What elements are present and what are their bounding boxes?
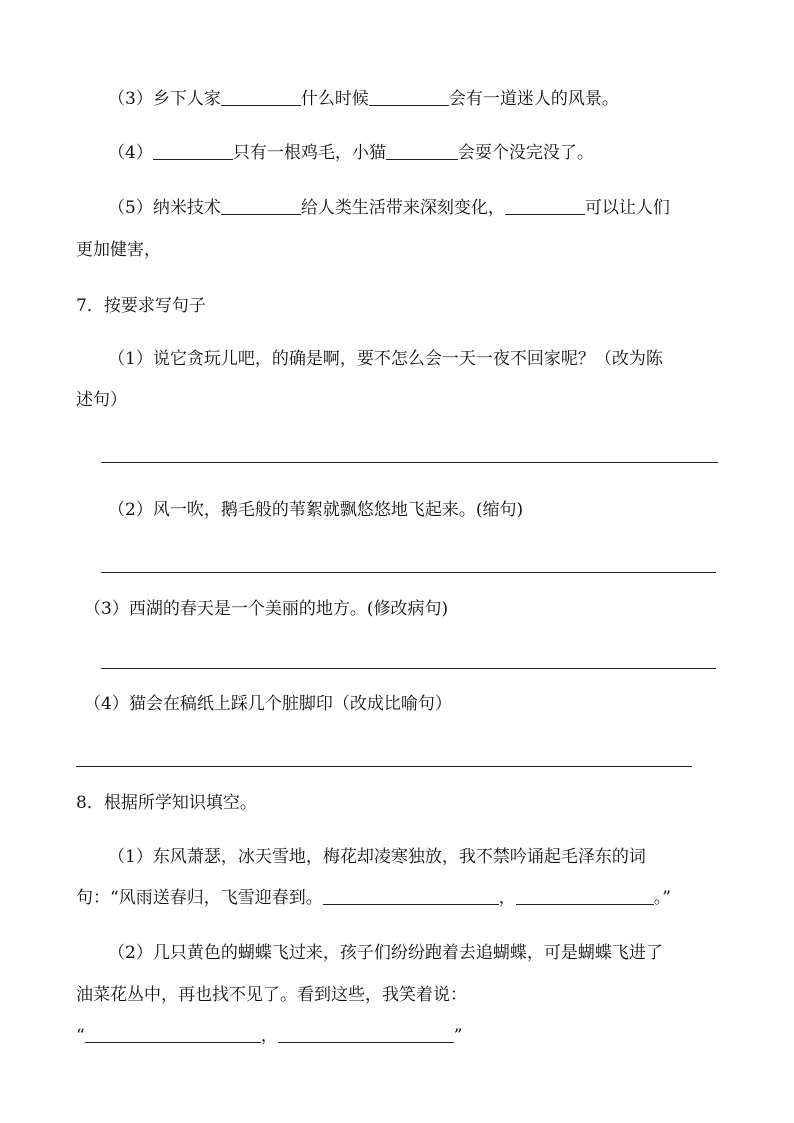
- q6-item5: [108, 196, 670, 220]
- q6-item3: [108, 87, 619, 111]
- q7-s1-line1: （1）说它贪玩儿吧，的确是啊，要不怎么会一天一夜不回家呢？（改为陈: [108, 349, 663, 369]
- q8-s1-line1: （1）东风萧瑟，冰天雪地，梅花却凌寒独放，我不禁吟诵起毛泽东的词: [108, 847, 646, 867]
- q6-item3-text-c: 会有一道迷人的风景。: [448, 89, 619, 109]
- q7-s3: （3）西湖的春天是一个美丽的地方。(修改病句): [84, 599, 449, 619]
- q6-item5-text-c: 可以让人们: [584, 198, 670, 218]
- q8-title: 8．根据所学知识填空。: [76, 793, 257, 813]
- q7-s2: （2）风一吹，鹅毛般的苇絮就飘悠悠地飞起来。(缩句): [108, 500, 524, 520]
- q7-s4: （4）猫会在稿纸上踩几个脏脚印（改成比喻句）: [84, 694, 452, 714]
- answer-blank[interactable]: [221, 197, 301, 215]
- q6-item4-text-c: 会耍个没完没了。: [457, 143, 594, 163]
- answer-blank[interactable]: [323, 887, 499, 905]
- q8-s1-text: 句：“风雨送春归，飞雪迎春到。: [76, 888, 323, 908]
- answer-line[interactable]: [101, 572, 716, 573]
- q6-item4-text-a: （4）: [108, 143, 153, 163]
- answer-blank[interactable]: [386, 142, 458, 160]
- q8-s1-end: 。”: [653, 888, 671, 908]
- q6-item5-text-b: 给人类生活带来深刻变化，: [300, 198, 505, 218]
- q8-s1-comma: ，: [498, 888, 516, 908]
- q6-item5-continuation: 更加健害，: [76, 240, 161, 260]
- answer-blank[interactable]: [153, 142, 233, 160]
- answer-blank[interactable]: [516, 887, 654, 905]
- answer-blank[interactable]: [85, 1025, 261, 1043]
- q8-s1-line2: [76, 886, 671, 910]
- q8-s2-comma: ，: [260, 1026, 278, 1046]
- q6-item3-text-b: 什么时候: [300, 89, 369, 109]
- q8-s2-open-quote: “: [76, 1026, 85, 1046]
- answer-blank[interactable]: [278, 1025, 454, 1043]
- q7-title: 7．按要求写句子: [76, 296, 206, 316]
- q6-item4: [108, 141, 594, 165]
- q7-s1-line2: 述句）: [76, 390, 127, 410]
- answer-blank[interactable]: [369, 88, 449, 106]
- q8-s2-close-quote: ”: [453, 1026, 463, 1046]
- q6-item5-text-a: （5）纳米技术: [108, 198, 221, 218]
- q8-s2-line1: （2）几只黄色的蝴蝶飞过来，孩子们纷纷跑着去追蝴蝶，可是蝴蝶飞进了: [108, 943, 663, 963]
- q8-s2-line3: [76, 1024, 462, 1048]
- answer-blank[interactable]: [221, 88, 301, 106]
- q8-s2-line2: 油菜花丛中，再也找不见了。看到这些，我笑着说：: [76, 985, 467, 1005]
- q6-item3-text-a: （3）乡下人家: [108, 89, 221, 109]
- answer-line[interactable]: [76, 766, 692, 767]
- answer-blank[interactable]: [505, 197, 585, 215]
- q6-item4-text-b: 只有一根鸡毛，小猫: [232, 143, 386, 163]
- answer-line[interactable]: [101, 462, 718, 463]
- answer-line[interactable]: [101, 668, 716, 669]
